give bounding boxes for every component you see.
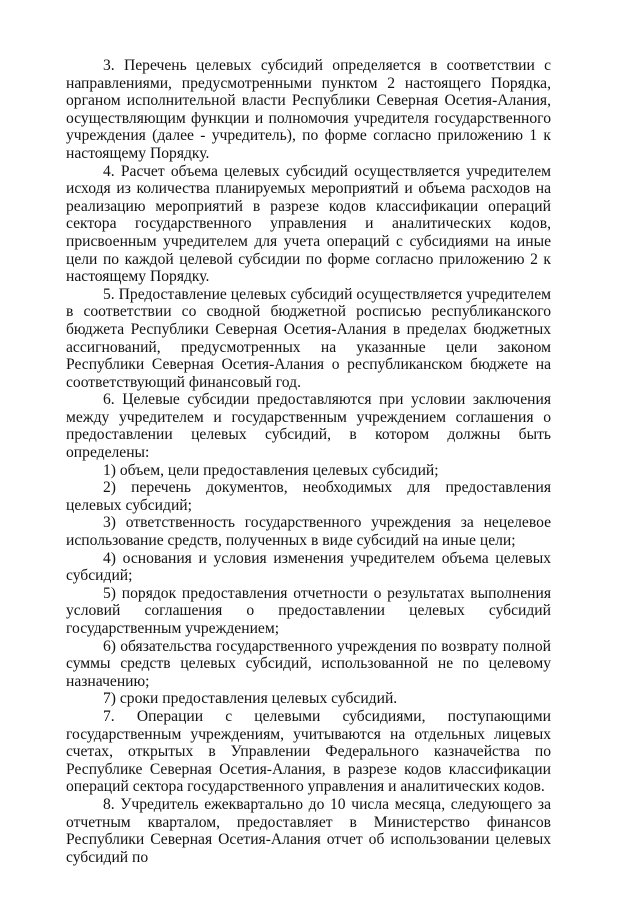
paragraph-3-subsidy-list: 3. Перечень целевых субсидий определяется в соответствии с направлениями, предусмотренными пунктом 2 настоящего Порядка, органом исполнительной власти Республики Северная Осетия-Алания, осуществляющим функции и полномочия учредителя государственного учреждения (далее - учредитель), по форме согласно приложению 1 к настоящему Порядку. xyxy=(66,57,551,162)
list-item-5-reporting: 5) порядок предоставления отчетности о результатах выполнения условий соглашения о предоставлении целевых субсидий государственным учреждением; xyxy=(66,584,551,637)
paragraph-8-quarterly-report: 8. Учредитель ежеквартально до 10 числа месяца, следующего за отчетным кварталом, предоставляет в Министерство финансов Республики Северная Осетия-Алания отчет об использовании целевых субсидий по xyxy=(66,795,551,866)
list-item-6-return-obligations: 6) обязательства государственного учреждения по возврату полной суммы средств целевых субсидий, использованной не по целевому назначению; xyxy=(66,637,551,690)
document-page xyxy=(66,57,551,866)
list-item-7-deadlines: 7) сроки предоставления целевых субсидий. xyxy=(103,690,398,708)
paragraph-4-subsidy-calculation: 4. Расчет объема целевых субсидий осуществляется учредителем исходя из количества планируемых мероприятий и объема расходов на реализацию мероприятий в разрезе кодов классификации операций сектора государственного управления и аналитических кодов, присвоенным учредителем для учета операций с субсидиями на иные цели по каждой целевой субсидии по форме согласно приложению 2 к настоящему Порядку. xyxy=(66,162,551,286)
list-item-1-volume-goals: 1) объем, цели предоставления целевых субсидий; xyxy=(103,461,439,479)
paragraph-5-subsidy-provision: 5. Предоставление целевых субсидий осуществляется учредителем в соответствии со сводной бюджетной росписью республиканского бюджета Республики Северная Осетия-Алания в пределах бюджетных ассигнований, предусмотренных на указанные цели законом Республики Северная Осетия-Алания о республиканском бюджете на соответствующий финансовый год. xyxy=(66,285,551,391)
list-item-3-responsibility: 3) ответственность государственного учреждения за нецелевое использование средств, полученных в виде субсидий на иные цели; xyxy=(66,514,551,550)
list-item-2-documents: 2) перечень документов, необходимых для предоставления целевых субсидий; xyxy=(66,479,551,514)
paragraph-7-operations-accounting: 7. Операции с целевыми субсидиями, поступающими государственным учреждениям, учитываются на отдельных лицевых счетах, открытых в Управлении Федерального казначейства по Республике Северная Осетия-Алания, в разрезе кодов классификации операций сектора государственного управления и аналитических кодов. xyxy=(66,707,551,796)
list-item-4-change-grounds: 4) основания и условия изменения учредителем объема целевых субсидий; xyxy=(66,549,551,585)
paragraph-6-agreement-conditions: 6. Целевые субсидии предоставляются при условии заключения между учредителем и государственным учреждением соглашения о предоставлении целевых субсидий, в котором должны быть определены: xyxy=(66,391,551,462)
